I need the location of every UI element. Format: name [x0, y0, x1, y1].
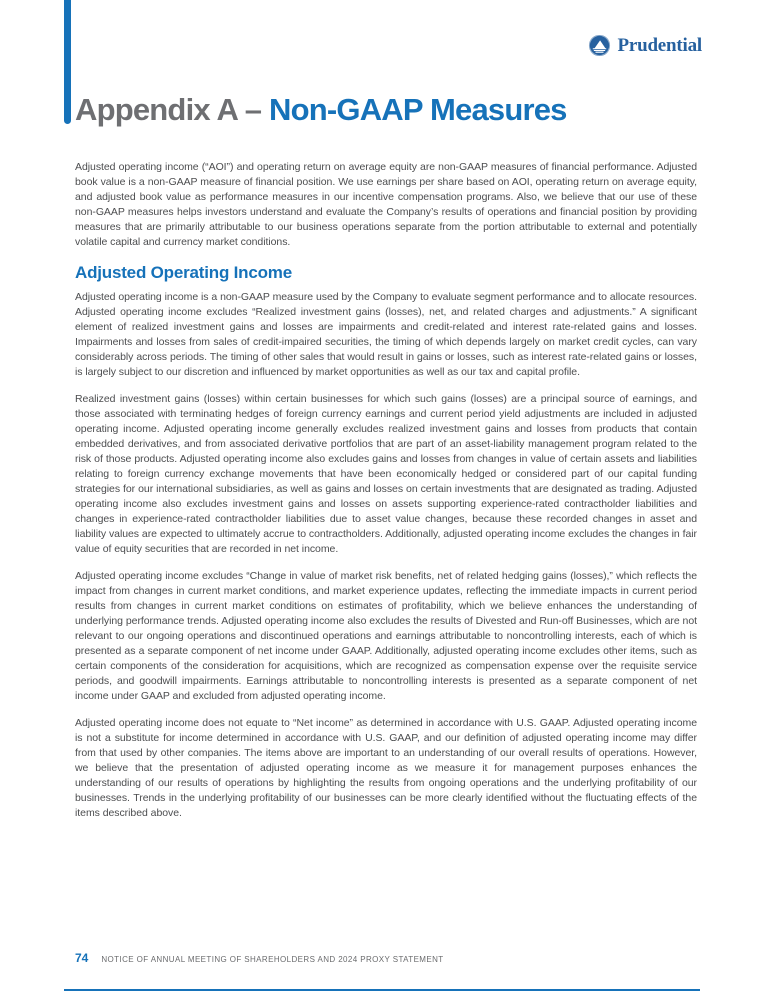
footer-label: NOTICE OF ANNUAL MEETING OF SHAREHOLDERS AND 2024 PROXY STATEMENT — [101, 955, 444, 964]
section-paragraph: Adjusted operating income does not equate to “Net income” as determined in accordance with U.S. GAAP. Adjusted operating income is not a substitute for income determined in accordance with U.S. GAAP, and our definition of adjusted operating income may differ from that used by other companies. The items above are important to an understanding of our overall results of operations. However, we believe that the presentation of adjusted operating income as we measure it for management purposes enhances the understanding of our results of operations by highlighting the results from ongoing operations and the underlying profitability of our businesses. Trends in the underlying profitability of our businesses can be more clearly identified without the fluctuating effects of the items described above. — [75, 717, 697, 819]
page-title-prefix: Appendix A – — [75, 92, 269, 127]
intro-paragraph: Adjusted operating income (“AOI”) and operating return on average equity are non-GAAP measures of financial performance. Adjusted book value is a non-GAAP measure of financial position. We use earnings per share based on AOI, operating return on average equity, and adjusted book value as performance measures in our incentive compensation programs. Also, we believe that our use of these non-GAAP measures helps investors understand and evaluate the Company’s results of operations and financial position by providing measures that are primarily attributable to our business operations separate from the portion attributable to external and potentially volatile capital and currency market conditions. — [75, 161, 697, 248]
page-title-highlight: Non-GAAP Measures — [269, 92, 567, 127]
section-title: Adjusted Operating Income — [75, 263, 292, 282]
prudential-logo — [588, 34, 702, 57]
rock-of-gibraltar-icon — [588, 34, 611, 57]
document-body — [75, 160, 697, 833]
heading-accent-bar — [64, 0, 71, 124]
page-number: 74 — [75, 951, 89, 965]
footer-rule — [64, 989, 700, 991]
prudential-logo-text: Prudential — [617, 34, 702, 56]
page-footer — [75, 951, 444, 965]
section-paragraph: Realized investment gains (losses) within certain businesses for which such gains (losses) are a principal source of earnings, and those associated with terminating hedges of foreign currency earnings and current period yield adjustments are included in adjusted operating income. Adjusted operating income generally excludes realized investment gains and losses from products that contain embedded derivatives, and from associated derivative portfolios that are part of an asset-liability management program related to the risk of those products. Adjusted operating income also excludes gains and losses from changes in value of certain assets and liabilities relating to foreign currency exchange movements that have been economically hedged or considered part of our capital funding strategies for our international subsidiaries, as well as gains and losses on certain investments that are designated as trading. Adjusted operating income also excludes investment gains and losses on assets supporting experience-rated contractholder liabilities and changes in experience-rated contractholder liabilities due to asset value changes, because these recorded changes in asset and liability values are expected to ultimately accrue to contractholders. Additionally, adjusted operating income excludes the changes in fair value of equity securities that are recorded in net income. — [75, 393, 697, 555]
page-title — [75, 92, 567, 128]
section-paragraph: Adjusted operating income excludes “Change in value of market risk benefits, net of related hedging gains (losses),” which reflects the impact from changes in current market conditions, and market experience updates, reflecting the immediate impacts in current period results from changes in current market conditions on estimates of profitability, which we believe enhances the understanding of underlying performance trends. Adjusted operating income also excludes the results of Divested and Run-off Businesses, which are not relevant to our ongoing operations and discontinued operations and earnings attributable to noncontrolling interests, each of which is presented as a separate component of net income under GAAP. Additionally, adjusted operating income excludes other items, such as certain components of the consideration for acquisitions, which are recognized as compensation expense over the requisite service periods, and goodwill impairments. Earnings attributable to noncontrolling interests is presented as a separate component of net income under GAAP and excluded from adjusted operating income. — [75, 570, 697, 702]
section-paragraph: Adjusted operating income is a non-GAAP measure used by the Company to evaluate segment performance and to allocate resources. Adjusted operating income excludes “Realized investment gains (losses), net, and related charges and adjustments.” A significant element of realized investment gains and losses are impairments and credit-related and interest rate-related gains and losses. Impairments and losses from sales of credit-impaired securities, the timing of which depends largely on market credit cycles, can vary considerably across periods. The timing of other sales that would result in gains or losses, such as interest rate-related gains or losses, is largely subject to our discretion and influenced by market opportunities as well as our tax and capital profile. — [75, 291, 697, 378]
